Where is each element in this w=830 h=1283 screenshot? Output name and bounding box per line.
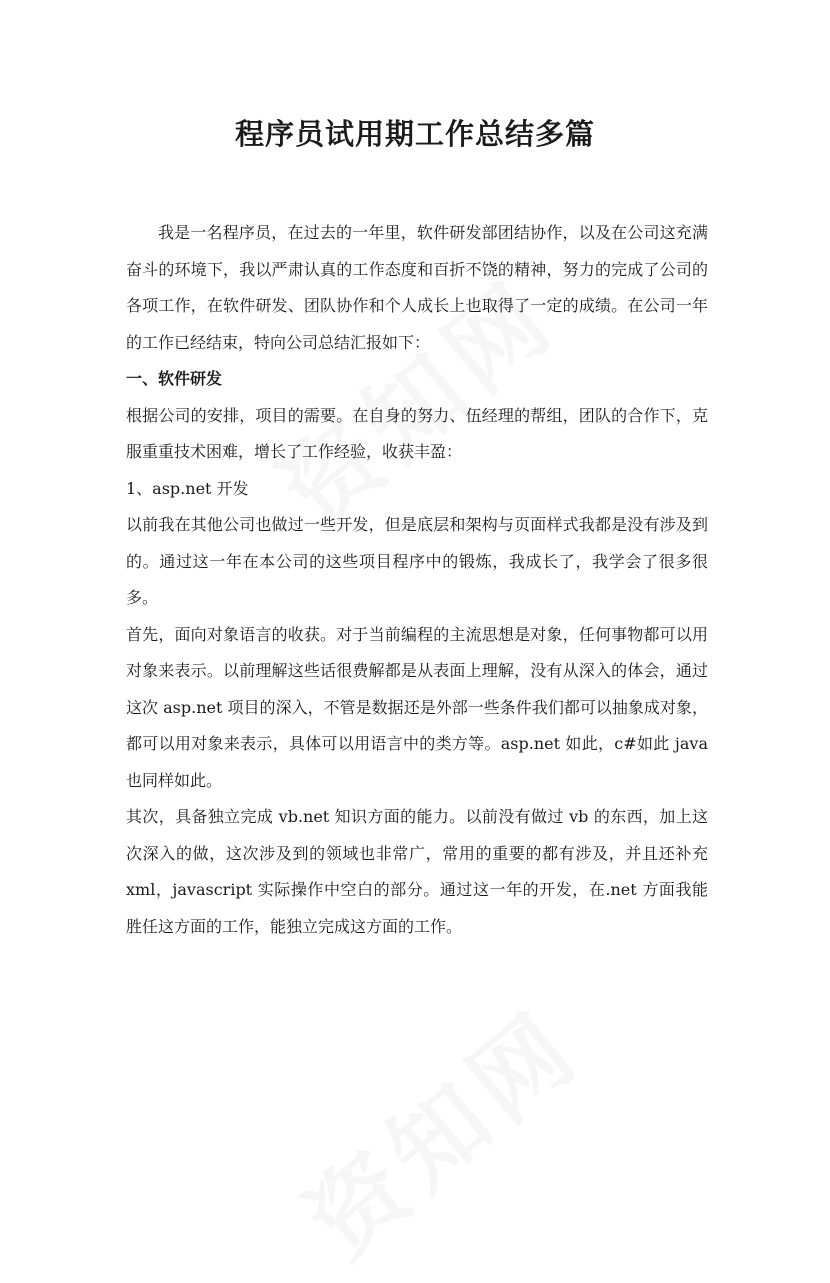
document-body [126, 215, 708, 945]
watermark [273, 974, 605, 1283]
section-heading: 一、软件研发 [126, 369, 223, 388]
paragraph: 以前我在其他公司也做过一些开发，但是底层和架构与页面样式我都是没有涉及到的。通过这一年在本公司的这些项目程序中的锻炼，我成长了，我学会了很多很多。 [126, 515, 708, 607]
paragraph: 根据公司的安排，项目的需要。在自身的努力、伍经理的帮组，团队的合作下，克服重重技术困难，增长了工作经验，收获丰盈： [126, 405, 708, 461]
paragraph: 其次，具备独立完成 vb.net 知识方面的能力。以前没有做过 vb 的东西，加上这次深入的做，这次涉及到的领域也非常广，常用的重要的都有涉及，并且还补充 xml，javascript 实际操作中空白的部分。通过这一年的开发，在.net 方面我能胜任这方面的工作，能独立完成这方面的工作。 [126, 807, 708, 936]
document-title: 程序员试用期工作总结多篇 [234, 117, 595, 151]
paragraph: 首先，面向对象语言的收获。对于当前编程的主流思想是对象，任何事物都可以用对象来表示。以前理解这些话很费解都是从表面上理解，没有从深入的体会，通过这次 asp.net 项目的深入，不管是数据还是外部一些条件我们都可以抽象成对象，都可以用对象来表示，具体可以用语言中的类方等。asp.net 如此，c#如此 java 也同样如此。 [126, 624, 708, 790]
subheading: 1、asp.net 开发 [126, 478, 249, 498]
paragraph: 我是一名程序员，在过去的一年里，软件研发部团结协作，以及在公司这充满奋斗的环境下，我以严肃认真的工作态度和百折不饶的精神，努力的完成了公司的各项工作，在软件研发、团队协作和个人成长上也取得了一定的成绩。在公司一年的工作已经结束，特向公司总结汇报如下： [126, 223, 708, 352]
